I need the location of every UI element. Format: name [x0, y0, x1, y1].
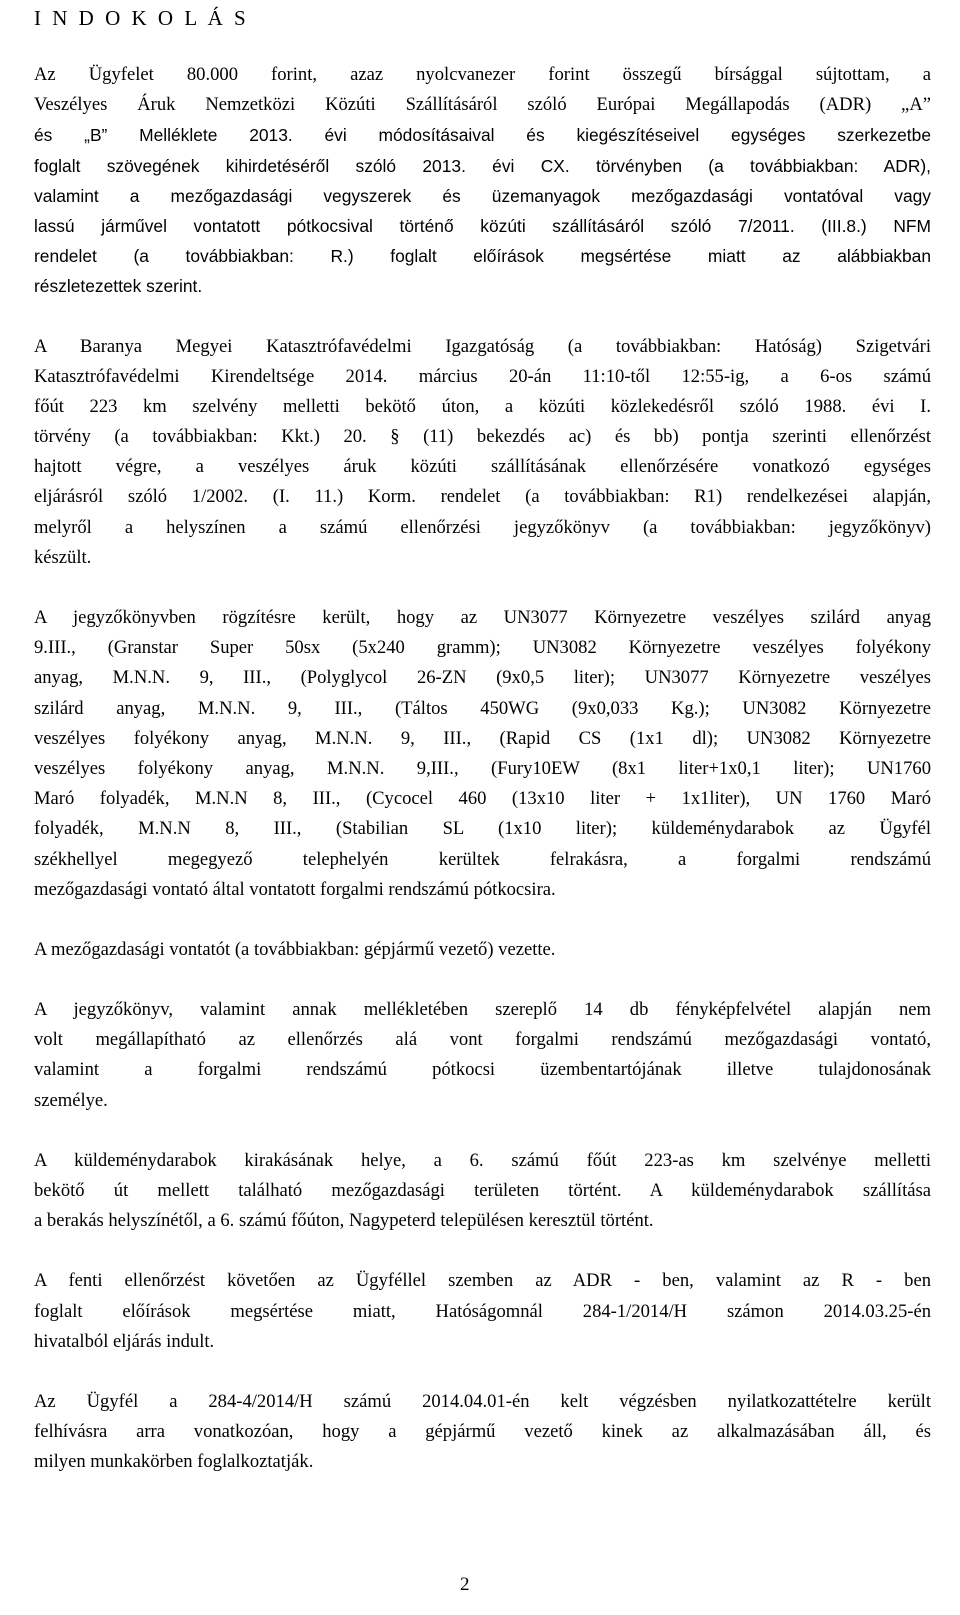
text-line: Az Ügyfél a 284-4/2014/H számú 2014.04.01-én kelt végzésben nyilatkozattételre került — [34, 1390, 931, 1412]
text-line: hivatalból eljárás indult. — [34, 1330, 215, 1352]
text-line: mezőgazdasági vontató által vontatott forgalmi rendszámú pótkocsira. — [34, 878, 556, 900]
text-line: főút 223 km szelvény melletti bekötő úton, a közúti közlekedésről szóló 1988. évi I. — [34, 395, 931, 417]
text-line: Veszélyes Áruk Nemzetközi Közúti Szállításáról szóló Európai Megállapodás (ADR) „A” — [34, 94, 931, 116]
paragraph-statement-request — [34, 1387, 931, 1478]
text-line: lassú járművel vontatott pótkocsival történő közúti szállításáról szóló 7/2011. (III.8.) NFM — [34, 215, 931, 236]
text-line: és „B” Melléklete 2013. évi módosításaival és kiegészítéseivel egységes szerkezetbe — [34, 125, 931, 146]
text-line: A Baranya Megyei Katasztrófavédelmi Igazgatóság (a továbbiakban: Hatóság) Szigetvári — [34, 335, 931, 357]
text-line: A jegyzőkönyvben rögzítésre került, hogy az UN3077 Környezetre veszélyes szilárd anyag — [34, 607, 931, 628]
text-line: felhívásra arra vonatkozóan, hogy a gépjármű vezető kinek az alkalmazásában áll, és — [34, 1421, 931, 1443]
text-line: Katasztrófavédelmi Kirendeltsége 2014. március 20-án 11:10-től 12:55-ig, a 6-os számú — [34, 365, 931, 387]
text-line: szilárd anyag, M.N.N. 9, III., (Táltos 450WG (9x0,033 Kg.); UN3082 Környezetre — [34, 697, 931, 719]
text-line: folyadék, M.N.N 8, III., (Stabilian SL (1x10 liter); küldeménydarabok az Ügyfél — [34, 818, 931, 840]
paragraph-driver — [34, 935, 931, 965]
text-line: eljárásról szóló 1/2002. (I. 11.) Korm. rendelet (a továbbiakban: R1) rendelkezései alapján, — [34, 486, 931, 508]
text-line: veszélyes folyékony anyag, M.N.N. 9,III., (Fury10EW (8x1 liter+1x0,1 liter); UN1760 — [34, 757, 931, 779]
text-line: foglalt szövegének kihirdetéséről szóló 2013. évi CX. törvényben (a továbbiakban: ADR), — [34, 155, 931, 176]
text-line: személye. — [34, 1089, 108, 1111]
text-line: valamint a mezőgazdasági vegyszerek és üzemanyagok mezőgazdasági vontatóval vagy — [34, 185, 931, 206]
text-line: foglalt előírások megsértése miatt, Hatóságomnál 284-1/2014/H számon 2014.03.25-én — [34, 1300, 931, 1322]
paragraph-goods-list — [34, 603, 931, 905]
paragraph-proceeding-started — [34, 1266, 931, 1357]
text-line: A mezőgazdasági vontatót (a továbbiakban: gépjármű vezető) vezette. — [34, 938, 556, 960]
text-line: rendelet (a továbbiakban: R.) foglalt előírások megsértése miatt az alábbiakban — [34, 246, 931, 267]
text-line: valamint a forgalmi rendszámú pótkocsi üzembentartójának illetve tulajdonosának — [34, 1059, 931, 1081]
text-line: Maró folyadék, M.N.N 8, III., (Cycocel 460 (13x10 liter + 1x1liter), UN 1760 Maró — [34, 788, 931, 810]
text-line: A jegyzőkönyv, valamint annak mellékletében szereplő 14 db fényképfelvétel alapján nem — [34, 999, 931, 1021]
paragraph-inspection — [34, 332, 931, 574]
text-line: volt megállapítható az ellenőrzés alá vont forgalmi rendszámú mezőgazdasági vontató, — [34, 1029, 931, 1051]
text-line: veszélyes folyékony anyag, M.N.N. 9, III., (Rapid CS (1x1 dl); UN3082 Környezetre — [34, 727, 931, 749]
text-line: melyről a helyszínen a számú ellenőrzési jegyzőkönyv (a továbbiakban: jegyzőkönyv) — [34, 516, 931, 538]
text-line: törvény (a továbbiakban: Kkt.) 20. § (11) bekezdés ac) és bb) pontja szerinti ellenőrzést — [34, 426, 931, 448]
page-number: 2 — [460, 1574, 470, 1595]
text-line: székhellyel megegyező telephelyén kerültek felrakásra, a forgalmi rendszámú — [34, 848, 931, 870]
text-line: A fenti ellenőrzést követően az Ügyféllel szemben az ADR - ben, valamint az R - ben — [34, 1270, 931, 1292]
text-line: készült. — [34, 546, 92, 568]
text-line: Az Ügyfelet 80.000 forint, azaz nyolcvanezer forint összegű bírsággal sújtottam, a — [34, 64, 931, 85]
text-line: bekötő út mellett található mezőgazdasági területen történt. A küldeménydarabok szállítása — [34, 1180, 931, 1201]
document-title: I N D O K O L Á S — [34, 6, 249, 30]
paragraph-unloading-place — [34, 1146, 931, 1237]
text-line: részletezettek szerint. — [34, 276, 203, 297]
text-line: 9.III., (Granstar Super 50sx (5x240 gramm); UN3082 Környezetre veszélyes folyékony — [34, 637, 931, 659]
text-line: milyen munkakörben foglalkoztatják. — [34, 1451, 314, 1473]
text-line: anyag, M.N.N. 9, III., (Polyglycol 26-ZN (9x0,5 liter); UN3077 Környezetre veszélyes — [34, 667, 931, 689]
paragraph-penalty — [34, 60, 931, 302]
text-line: A küldeménydarabok kirakásának helye, a 6. számú főút 223-as km szelvénye melletti — [34, 1149, 931, 1171]
text-line: a berakás helyszínétől, a 6. számú főúton, Nagypeterd településen keresztül történt. — [34, 1210, 654, 1232]
document-body — [34, 60, 931, 1508]
text-line: hajtott végre, a veszélyes áruk közúti szállításának ellenőrzésére vonatkozó egységes — [34, 456, 931, 478]
paragraph-owner-unknown — [34, 995, 931, 1116]
